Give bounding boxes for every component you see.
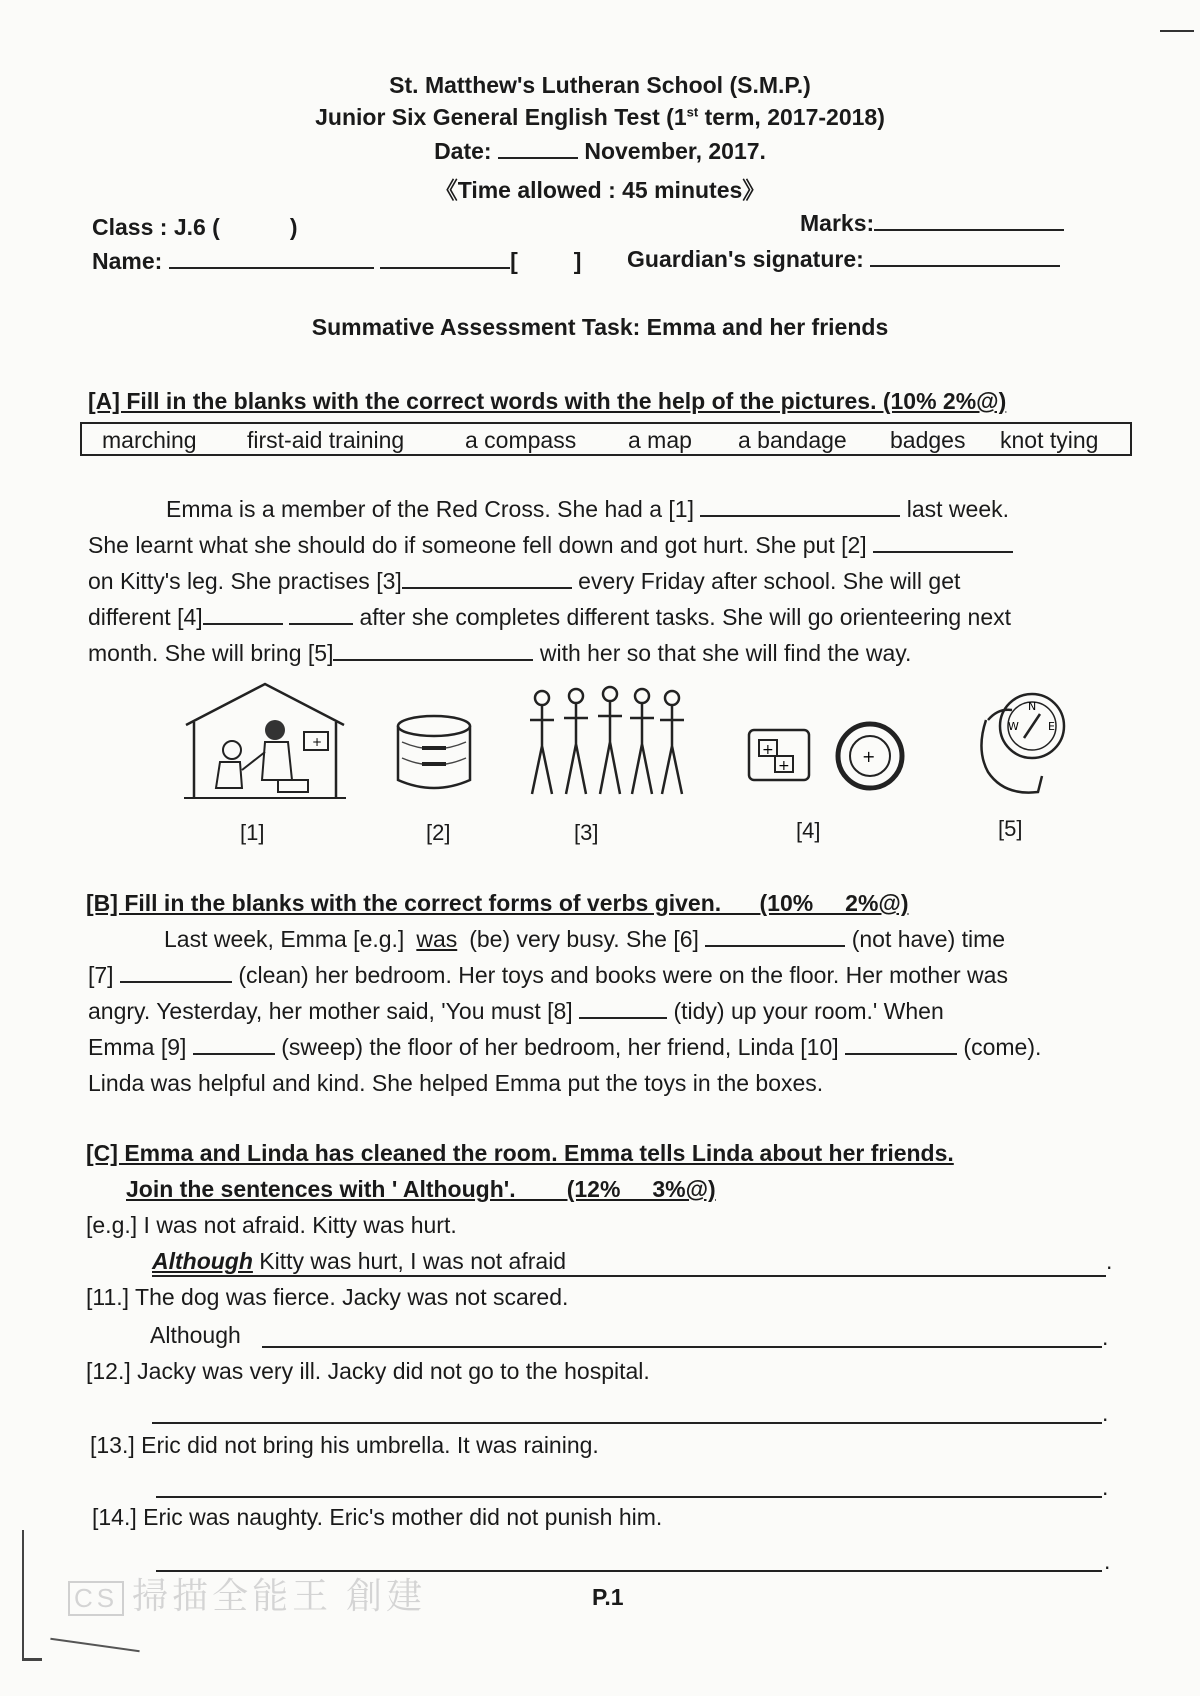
example-answer: was <box>416 926 458 952</box>
passage-b-line-4 <box>88 1034 1148 1061</box>
test-title-main: Junior Six General English Test (1 <box>315 104 687 130</box>
date-value: November, 2017. <box>584 138 766 164</box>
passage-a-text: different [4] <box>88 604 203 630</box>
svg-text:W: W <box>1008 720 1019 733</box>
answer-line-11[interactable] <box>262 1346 1102 1348</box>
period: . <box>1104 1548 1111 1574</box>
marching-picture <box>520 684 692 804</box>
passage-b-line-2 <box>88 962 1148 989</box>
question-number: [13.] <box>90 1432 135 1458</box>
period: . <box>1106 1248 1113 1274</box>
passage-b-text: Last week, Emma [e.g.] <box>164 926 405 952</box>
passage-b-text: [7] <box>88 962 114 988</box>
word-bank-item: a bandage <box>738 427 847 453</box>
passage-b-line-5: Linda was helpful and kind. She helped Emma put the toys in the boxes. <box>88 1070 824 1096</box>
word-bank-item: badges <box>890 427 966 453</box>
passage-b-text: Emma [9] <box>88 1034 187 1060</box>
blank-1[interactable] <box>700 515 900 517</box>
test-title-sup: st <box>686 104 699 120</box>
marks-label: Marks: <box>800 210 875 236</box>
passage-a-text: after she completes different tasks. She will go orienteering next <box>359 604 1012 630</box>
task-title: Summative Assessment Task: Emma and her friends <box>311 314 889 340</box>
blank-7[interactable] <box>120 981 232 983</box>
answer-line-12[interactable] <box>152 1422 1102 1424</box>
class-number-close: ] <box>573 248 582 274</box>
word-bank <box>80 422 1132 456</box>
word-bank-item: a map <box>628 427 692 453</box>
passage-b-line-1 <box>164 926 1200 953</box>
class-close: ) <box>289 214 298 240</box>
section-a-instruction: [A] Fill in the blanks with the correct words with the help of the pictures. (10% 2%@) <box>88 388 1007 414</box>
guardian-field <box>627 246 1060 273</box>
example-label: [e.g.] <box>86 1212 138 1238</box>
guardian-label: Guardian's signature: <box>627 246 864 272</box>
passage-b-text: (tidy) up your room.' When <box>673 998 944 1024</box>
marks-blank[interactable] <box>874 229 1064 231</box>
class-label: Class : J.6 ( <box>92 214 220 240</box>
blank-2[interactable] <box>873 551 1013 553</box>
passage-b-text: (not have) time <box>851 926 1006 952</box>
question-number: [11.] <box>86 1284 130 1310</box>
word-bank-item: marching <box>102 427 197 453</box>
passage-a-text: She learnt what she should do if someone fell down and got hurt. She put [2] <box>88 532 867 558</box>
example-answer-rest: Kitty was hurt, I was not afraid <box>252 1248 567 1274</box>
period: . <box>1102 1324 1109 1350</box>
question-11 <box>86 1284 568 1311</box>
question-number: [12.] <box>86 1358 131 1384</box>
word-bank-item: first-aid training <box>247 427 405 453</box>
badges-picture <box>745 720 915 792</box>
answer-line-13[interactable] <box>156 1496 1102 1498</box>
watermark-text: 掃描全能王 創建 <box>132 1575 427 1616</box>
question-14 <box>92 1504 662 1531</box>
passage-a-line-1 <box>166 496 1200 523</box>
svg-text:+: + <box>778 758 790 774</box>
question-text: Jacky was very ill. Jacky did not go to the hospital. <box>137 1358 650 1384</box>
test-title-term: term, 2017-2018) <box>698 104 885 130</box>
blank-8[interactable] <box>579 1017 667 1019</box>
name-field <box>92 248 581 275</box>
passage-a-line-5 <box>88 640 1148 667</box>
passage-a-line-2 <box>88 532 1148 559</box>
blank-9[interactable] <box>193 1053 275 1055</box>
question-11-prompt: Although <box>150 1322 241 1348</box>
question-text: Eric did not bring his umbrella. It was raining. <box>141 1432 599 1458</box>
blank-4a[interactable] <box>203 623 283 625</box>
picture-label: [4] <box>796 818 821 843</box>
bandage-picture <box>392 712 476 796</box>
guardian-blank[interactable] <box>870 265 1060 267</box>
picture-label: [1] <box>240 820 265 845</box>
svg-text:+: + <box>312 735 323 749</box>
passage-b-text: (clean) her bedroom. Her toys and books were on the floor. Her mother was <box>238 962 1008 988</box>
date-line <box>0 138 1200 165</box>
blank-4b[interactable] <box>289 623 353 625</box>
word-bank-item: a compass <box>465 427 577 453</box>
passage-a-line-3 <box>88 568 1148 595</box>
scan-edge <box>22 1658 42 1661</box>
word-bank-item: knot tying <box>1000 427 1099 453</box>
question-12 <box>86 1358 650 1385</box>
example-question-text: I was not afraid. Kitty was hurt. <box>143 1212 457 1238</box>
passage-a-text: Emma is a member of the Red Cross. She had a [1] <box>166 496 694 522</box>
name-label: Name: <box>92 248 163 274</box>
picture-label: [2] <box>426 820 451 845</box>
passage-b-line-3 <box>88 998 1148 1025</box>
period: . <box>1102 1400 1109 1426</box>
passage-a-text: on Kitty's leg. She practises [3] <box>88 568 402 594</box>
blank-10[interactable] <box>845 1053 957 1055</box>
blank-5[interactable] <box>333 659 533 661</box>
school-name: St. Matthew's Lutheran School (S.M.P.) <box>389 72 811 98</box>
passage-a-line-4 <box>88 604 1148 631</box>
passage-a-text: every Friday after school. She will get <box>578 568 961 594</box>
date-label: Date: <box>434 138 492 164</box>
scan-mark <box>50 1638 139 1653</box>
scanner-watermark <box>68 1568 426 1619</box>
scan-mark <box>1160 30 1194 32</box>
section-c-instruction-2: Join the sentences with ' Although'. (12% 3%@) <box>126 1176 716 1202</box>
question-text: Eric was naughty. Eric's mother did not punish him. <box>143 1504 663 1530</box>
watermark-cs-icon: CS <box>68 1581 124 1616</box>
picture-label: [5] <box>998 816 1023 841</box>
blank-6[interactable] <box>705 945 845 947</box>
page-number: P.1 <box>592 1584 624 1610</box>
example-question <box>86 1212 457 1239</box>
passage-b-text: (be) very busy. She [6] <box>469 926 699 952</box>
scan-edge <box>22 1530 24 1660</box>
section-b-instruction: [B] Fill in the blanks with the correct forms of verbs given. (10% 2%@) <box>86 890 909 916</box>
period: . <box>1102 1474 1109 1500</box>
question-13 <box>90 1432 599 1459</box>
compass-picture <box>968 680 1078 802</box>
passage-b-text: (sweep) the floor of her bedroom, her friend, Linda [10] <box>281 1034 839 1060</box>
name-blank-1[interactable] <box>169 267 374 269</box>
svg-text:E: E <box>1048 720 1055 733</box>
section-c-instruction-1: [C] Emma and Linda has cleaned the room. Emma tells Linda about her friends. <box>86 1140 954 1166</box>
time-allowed: 《Time allowed : 45 minutes》 <box>434 177 766 203</box>
svg-text:+: + <box>762 742 774 758</box>
date-blank[interactable] <box>498 157 578 159</box>
question-text: The dog was fierce. Jacky was not scared. <box>135 1284 569 1310</box>
picture-label: [3] <box>574 820 599 845</box>
example-answer-line <box>152 1248 1106 1277</box>
passage-b-text: angry. Yesterday, her mother said, 'You must [8] <box>88 998 573 1024</box>
passage-b-text: (come). <box>963 1034 1042 1060</box>
svg-text:+: + <box>862 747 876 766</box>
class-number-open: [ <box>510 248 518 274</box>
blank-3[interactable] <box>402 587 572 589</box>
class-field <box>92 214 298 241</box>
passage-a-text: with her so that she will find the way. <box>539 640 912 666</box>
marks-field <box>800 210 1064 237</box>
question-number: [14.] <box>92 1504 137 1530</box>
test-title <box>0 104 1200 131</box>
svg-text:N: N <box>1028 700 1037 713</box>
first-aid-tent-picture <box>180 680 350 802</box>
passage-a-text: month. She will bring [5] <box>88 640 334 666</box>
example-answer-word: Although <box>152 1248 253 1274</box>
passage-a-text: last week. <box>906 496 1010 522</box>
name-blank-2[interactable] <box>380 267 510 269</box>
